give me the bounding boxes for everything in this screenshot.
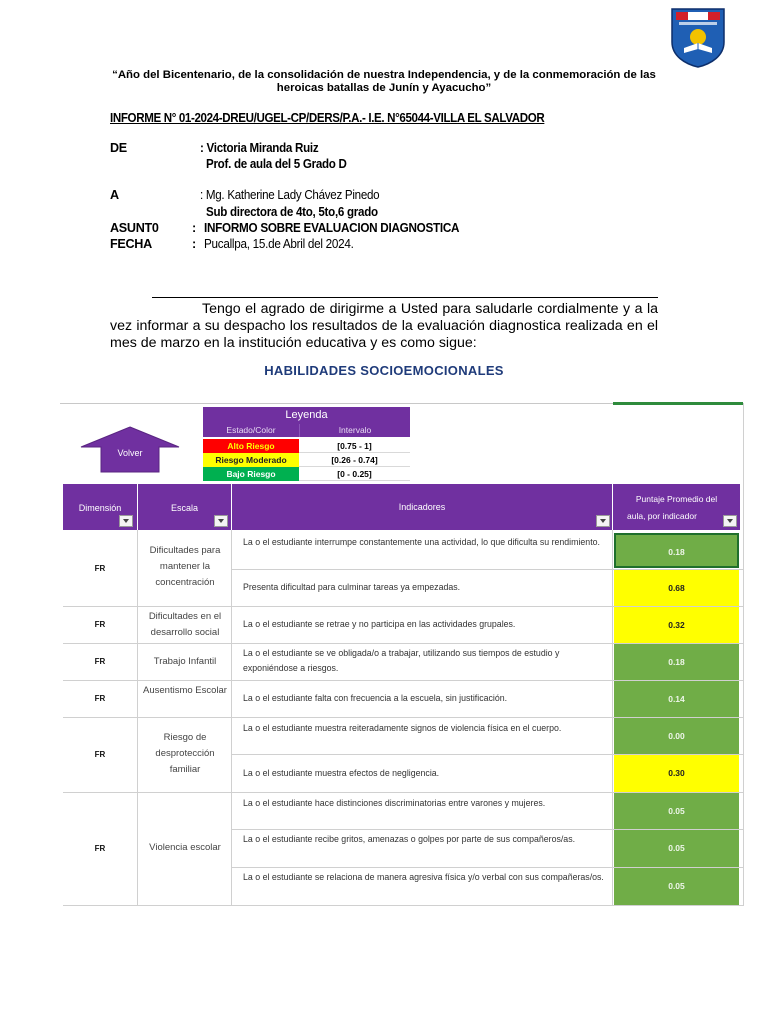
legend-col-intervalo: Intervalo bbox=[299, 424, 410, 437]
escala-cell: Trabajo Infantil bbox=[153, 656, 217, 667]
dimension-cell: FR bbox=[94, 564, 106, 573]
header-escala[interactable] bbox=[138, 484, 231, 530]
legend-alto-riesgo: Alto Riesgo bbox=[203, 439, 299, 453]
escala-cell: Riesgo de desprotección familiar bbox=[155, 732, 215, 775]
score-cell[interactable]: 0.18 bbox=[614, 644, 739, 680]
escala-cell: Ausentismo Escolar bbox=[143, 685, 227, 696]
dimension-cell: FR bbox=[94, 844, 106, 853]
legend-box bbox=[203, 407, 410, 482]
grid-line bbox=[137, 530, 138, 906]
grid-line bbox=[63, 905, 743, 906]
indicator-cell: Presenta dificultad para culminar tareas ya empezadas. bbox=[243, 582, 461, 592]
score-cell[interactable]: 0.14 bbox=[614, 681, 739, 717]
selected-column-marker bbox=[613, 402, 743, 405]
indicator-cell: La o el estudiante muestra efectos de negligencia. bbox=[243, 768, 440, 778]
header-dimension-label: Dimensión bbox=[78, 503, 122, 513]
indicator-cell: La o el estudiante hace distinciones discriminatorias entre varones y mujeres. bbox=[243, 798, 546, 808]
legend-riesgo-moderado: Riesgo Moderado bbox=[203, 453, 299, 467]
fecha-value: Pucallpa, 15.de Abril del 2024. bbox=[204, 237, 354, 251]
score-cell[interactable]: 0.32 bbox=[614, 607, 739, 643]
dimension-cell: FR bbox=[94, 620, 106, 629]
a-label: A bbox=[110, 188, 119, 202]
fecha-label: FECHA bbox=[110, 237, 152, 251]
escala-cell: Violencia escolar bbox=[149, 842, 221, 853]
filter-dropdown-icon[interactable] bbox=[596, 515, 610, 527]
asunto-colon: : bbox=[192, 221, 196, 235]
indicator-cell: La o el estudiante interrumpe constantemente una actividad, lo que dificulta su rendimiento. bbox=[243, 537, 600, 547]
grid-line bbox=[231, 530, 232, 906]
intro-paragraph-text: Tengo el agrado de dirigirme a Usted para saludarle cordialmente y a la vez informar a su despacho los resultados de la evaluación diagnostica realizada en el mes de marzo en la institución educativa y es como sigue: bbox=[110, 301, 658, 351]
a-name: : Mg. Katherine Lady Chávez Pinedo bbox=[200, 188, 380, 202]
asunto-label: ASUNT0 bbox=[110, 221, 159, 235]
de-label: DE bbox=[110, 141, 127, 155]
score-cell[interactable]: 0.68 bbox=[614, 570, 739, 606]
legend-alto-riesgo-interval: [0.75 - 1] bbox=[299, 439, 410, 453]
header-dimension[interactable] bbox=[63, 484, 137, 530]
legend-title: Leyenda bbox=[203, 407, 410, 424]
divider-line bbox=[152, 297, 658, 298]
a-role: Sub directora de 4to, 5to,6 grado bbox=[206, 205, 378, 219]
school-crest-logo bbox=[669, 6, 727, 68]
score-cell[interactable]: 0.05 bbox=[614, 830, 739, 867]
escala-cell: Dificultades para mantener la concentración bbox=[149, 545, 221, 588]
asunto-value: INFORMO SOBRE EVALUACION DIAGNOSTICA bbox=[204, 221, 460, 235]
indicator-cell: La o el estudiante se retrae y no participa en las actividades grupales. bbox=[243, 619, 516, 629]
section-title: HABILIDADES SOCIOEMOCIONALES bbox=[264, 363, 504, 378]
header-escala-label: Escala bbox=[170, 503, 198, 513]
header-puntaje-line1: Puntaje Promedio del bbox=[635, 494, 718, 504]
de-role: Prof. de aula del 5 Grado D bbox=[206, 157, 347, 171]
legend-col-estado: Estado/Color bbox=[203, 424, 299, 437]
dimension-cell: FR bbox=[94, 694, 106, 703]
legend-riesgo-moderado-interval: [0.26 - 0.74] bbox=[299, 453, 410, 467]
score-cell[interactable]: 0.05 bbox=[614, 793, 739, 829]
indicator-cell: La o el estudiante se relaciona de manera agresiva física y/o verbal con sus compañeras/os. bbox=[243, 872, 604, 882]
legend-bajo-riesgo: Bajo Riesgo bbox=[203, 467, 299, 481]
filter-dropdown-icon[interactable] bbox=[723, 515, 737, 527]
score-cell[interactable]: 0.30 bbox=[614, 755, 739, 792]
de-name: : Victoria Miranda Ruiz bbox=[200, 141, 319, 155]
dimension-cell: FR bbox=[94, 657, 106, 666]
dimension-cell: FR bbox=[94, 750, 106, 759]
indicator-cell: La o el estudiante muestra reiteradamente signos de violencia física en el cuerpo. bbox=[243, 723, 562, 733]
intro-paragraph bbox=[110, 301, 658, 352]
indicator-cell: La o el estudiante falta con frecuencia a la escuela, sin justificación. bbox=[243, 693, 508, 703]
volver-button-label[interactable]: Volver bbox=[117, 448, 143, 458]
legend-bajo-riesgo-interval: [0 - 0.25] bbox=[299, 467, 410, 481]
header-indicadores-label: Indicadores bbox=[398, 502, 446, 512]
score-cell[interactable]: 0.05 bbox=[614, 868, 739, 905]
report-reference: INFORME N° 01-2024-DREU/UGEL-CP/DERS/P.A.- I.E. N°65044-VILLA EL SALVADOR bbox=[110, 111, 545, 125]
header-indicadores[interactable] bbox=[232, 484, 612, 530]
filter-dropdown-icon[interactable] bbox=[119, 515, 133, 527]
national-motto: “Año del Bicentenario, de la consolidación de nuestra Independencia, y de la conmemoración de las heroicas batallas de Junín y Ayacucho” bbox=[112, 69, 656, 94]
indicator-cell: La o el estudiante se ve obligada/o a trabajar, utilizando sus tiempos de estudio y exponiéndose a riesgos. bbox=[243, 648, 560, 673]
score-cell[interactable]: 0.18 bbox=[614, 533, 739, 568]
escala-cell: Dificultades en el desarrollo social bbox=[148, 611, 222, 638]
indicator-cell: La o el estudiante recibe gritos, amenazas o golpes por parte de sus compañeros/as. bbox=[243, 834, 576, 844]
grid-line bbox=[612, 530, 613, 906]
grid-line bbox=[743, 403, 744, 906]
score-cell[interactable]: 0.00 bbox=[614, 718, 739, 754]
header-puntaje-line2: aula, por indicador bbox=[627, 511, 697, 521]
filter-dropdown-icon[interactable] bbox=[214, 515, 228, 527]
fecha-colon: : bbox=[192, 237, 196, 251]
header-puntaje[interactable] bbox=[613, 484, 740, 530]
